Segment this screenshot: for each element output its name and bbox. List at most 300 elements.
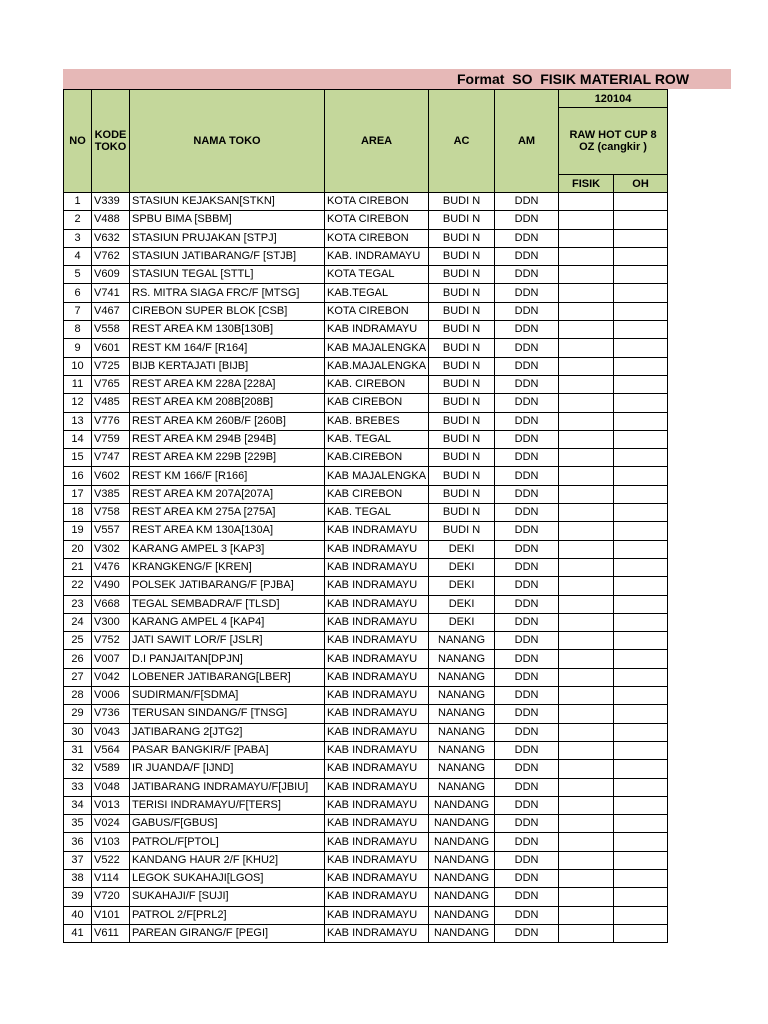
cell-oh-input[interactable] bbox=[614, 247, 668, 265]
cell-area: KAB.MAJALENGKA bbox=[325, 357, 429, 375]
table-row bbox=[64, 869, 668, 887]
cell-area: KAB INDRAMAYU bbox=[325, 668, 429, 686]
cell-ac: BUDI N bbox=[429, 211, 495, 229]
cell-ac: NANANG bbox=[429, 741, 495, 759]
cell-nama-toko: PATROL 2/F[PRL2] bbox=[130, 906, 325, 924]
cell-oh-input[interactable] bbox=[614, 522, 668, 540]
cell-area: KAB.CIREBON bbox=[325, 449, 429, 467]
cell-kode-toko: V114 bbox=[92, 869, 130, 887]
cell-oh-input[interactable] bbox=[614, 193, 668, 211]
cell-am: DDN bbox=[495, 595, 559, 613]
cell-fisik-input[interactable] bbox=[559, 632, 614, 650]
cell-kode-toko: V762 bbox=[92, 247, 130, 265]
table-row bbox=[64, 741, 668, 759]
cell-fisik-input[interactable] bbox=[559, 687, 614, 705]
table-row bbox=[64, 558, 668, 576]
cell-ac: NANDANG bbox=[429, 851, 495, 869]
cell-fisik-input[interactable] bbox=[559, 211, 614, 229]
cell-ac: NANANG bbox=[429, 650, 495, 668]
cell-no: 40 bbox=[64, 906, 92, 924]
table-row bbox=[64, 211, 668, 229]
cell-oh-input[interactable] bbox=[614, 577, 668, 595]
cell-oh-input[interactable] bbox=[614, 760, 668, 778]
cell-fisik-input[interactable] bbox=[559, 613, 614, 631]
table-row bbox=[64, 778, 668, 796]
cell-no: 7 bbox=[64, 302, 92, 320]
cell-kode-toko: V339 bbox=[92, 193, 130, 211]
cell-am: DDN bbox=[495, 229, 559, 247]
cell-fisik-input[interactable] bbox=[559, 577, 614, 595]
cell-ac: NANDANG bbox=[429, 869, 495, 887]
cell-fisik-input[interactable] bbox=[559, 869, 614, 887]
cell-oh-input[interactable] bbox=[614, 375, 668, 393]
cell-ac: NANANG bbox=[429, 760, 495, 778]
cell-area: KAB INDRAMAYU bbox=[325, 869, 429, 887]
cell-am: DDN bbox=[495, 339, 559, 357]
cell-nama-toko: JATI SAWIT LOR/F [JSLR] bbox=[130, 632, 325, 650]
cell-no: 22 bbox=[64, 577, 92, 595]
cell-am: DDN bbox=[495, 833, 559, 851]
table-row bbox=[64, 504, 668, 522]
cell-fisik-input[interactable] bbox=[559, 924, 614, 942]
header-am: AM bbox=[495, 90, 559, 193]
cell-ac: BUDI N bbox=[429, 430, 495, 448]
cell-fisik-input[interactable] bbox=[559, 229, 614, 247]
cell-kode-toko: V467 bbox=[92, 302, 130, 320]
cell-oh-input[interactable] bbox=[614, 357, 668, 375]
cell-area: KAB. BREBES bbox=[325, 412, 429, 430]
cell-kode-toko: V720 bbox=[92, 888, 130, 906]
cell-ac: BUDI N bbox=[429, 412, 495, 430]
cell-oh-input[interactable] bbox=[614, 504, 668, 522]
cell-ac: NANDANG bbox=[429, 833, 495, 851]
cell-no: 5 bbox=[64, 266, 92, 284]
table-row bbox=[64, 760, 668, 778]
cell-ac: BUDI N bbox=[429, 247, 495, 265]
cell-kode-toko: V488 bbox=[92, 211, 130, 229]
cell-ac: BUDI N bbox=[429, 504, 495, 522]
cell-area: KAB INDRAMAYU bbox=[325, 723, 429, 741]
cell-fisik-input[interactable] bbox=[559, 247, 614, 265]
table-row bbox=[64, 430, 668, 448]
cell-fisik-input[interactable] bbox=[559, 796, 614, 814]
cell-nama-toko: LOBENER JATIBARANG[LBER] bbox=[130, 668, 325, 686]
cell-ac: BUDI N bbox=[429, 266, 495, 284]
cell-oh-input[interactable] bbox=[614, 687, 668, 705]
header-area: AREA bbox=[325, 90, 429, 193]
cell-nama-toko: TEGAL SEMBADRA/F [TLSD] bbox=[130, 595, 325, 613]
cell-no: 25 bbox=[64, 632, 92, 650]
cell-oh-input[interactable] bbox=[614, 540, 668, 558]
cell-ac: NANDANG bbox=[429, 796, 495, 814]
cell-kode-toko: V611 bbox=[92, 924, 130, 942]
cell-kode-toko: V557 bbox=[92, 522, 130, 540]
cell-area: KAB. CIREBON bbox=[325, 375, 429, 393]
cell-ac: BUDI N bbox=[429, 229, 495, 247]
cell-am: DDN bbox=[495, 247, 559, 265]
cell-oh-input[interactable] bbox=[614, 613, 668, 631]
cell-no: 6 bbox=[64, 284, 92, 302]
cell-fisik-input[interactable] bbox=[559, 467, 614, 485]
cell-kode-toko: V302 bbox=[92, 540, 130, 558]
cell-ac: DEKI bbox=[429, 595, 495, 613]
cell-am: DDN bbox=[495, 705, 559, 723]
cell-fisik-input[interactable] bbox=[559, 540, 614, 558]
cell-oh-input[interactable] bbox=[614, 869, 668, 887]
cell-area: KAB INDRAMAYU bbox=[325, 888, 429, 906]
cell-no: 36 bbox=[64, 833, 92, 851]
cell-am: DDN bbox=[495, 888, 559, 906]
cell-no: 26 bbox=[64, 650, 92, 668]
header-kode-toko: KODE TOKO bbox=[92, 90, 130, 193]
cell-fisik-input[interactable] bbox=[559, 778, 614, 796]
cell-kode-toko: V632 bbox=[92, 229, 130, 247]
cell-nama-toko: PASAR BANGKIR/F [PABA] bbox=[130, 741, 325, 759]
cell-fisik-input[interactable] bbox=[559, 833, 614, 851]
cell-nama-toko: POLSEK JATIBARANG/F [PJBA] bbox=[130, 577, 325, 595]
cell-am: DDN bbox=[495, 632, 559, 650]
cell-kode-toko: V103 bbox=[92, 833, 130, 851]
table-row bbox=[64, 851, 668, 869]
cell-am: DDN bbox=[495, 906, 559, 924]
cell-fisik-input[interactable] bbox=[559, 851, 614, 869]
cell-kode-toko: V765 bbox=[92, 375, 130, 393]
cell-fisik-input[interactable] bbox=[559, 906, 614, 924]
cell-kode-toko: V759 bbox=[92, 430, 130, 448]
stock-opname-table bbox=[63, 89, 668, 943]
cell-nama-toko: REST AREA KM 294B [294B] bbox=[130, 430, 325, 448]
cell-fisik-input[interactable] bbox=[559, 339, 614, 357]
cell-nama-toko: KANDANG HAUR 2/F [KHU2] bbox=[130, 851, 325, 869]
sheet-title: Format SO FISIK MATERIAL ROW bbox=[457, 71, 690, 87]
cell-oh-input[interactable] bbox=[614, 321, 668, 339]
table-row bbox=[64, 540, 668, 558]
cell-ac: DEKI bbox=[429, 540, 495, 558]
cell-am: DDN bbox=[495, 613, 559, 631]
cell-ac: BUDI N bbox=[429, 302, 495, 320]
cell-oh-input[interactable] bbox=[614, 815, 668, 833]
cell-ac: BUDI N bbox=[429, 449, 495, 467]
cell-area: KAB MAJALENGKA bbox=[325, 467, 429, 485]
cell-no: 37 bbox=[64, 851, 92, 869]
cell-fisik-input[interactable] bbox=[559, 723, 614, 741]
cell-oh-input[interactable] bbox=[614, 449, 668, 467]
cell-fisik-input[interactable] bbox=[559, 705, 614, 723]
cell-oh-input[interactable] bbox=[614, 778, 668, 796]
cell-fisik-input[interactable] bbox=[559, 394, 614, 412]
cell-fisik-input[interactable] bbox=[559, 522, 614, 540]
cell-am: DDN bbox=[495, 741, 559, 759]
cell-area: KAB INDRAMAYU bbox=[325, 815, 429, 833]
table-row bbox=[64, 449, 668, 467]
cell-oh-input[interactable] bbox=[614, 558, 668, 576]
cell-nama-toko: KARANG AMPEL 4 [KAP4] bbox=[130, 613, 325, 631]
table-row bbox=[64, 668, 668, 686]
cell-oh-input[interactable] bbox=[614, 705, 668, 723]
cell-kode-toko: V006 bbox=[92, 687, 130, 705]
cell-kode-toko: V564 bbox=[92, 741, 130, 759]
cell-no: 3 bbox=[64, 229, 92, 247]
cell-nama-toko: TERUSAN SINDANG/F [TNSG] bbox=[130, 705, 325, 723]
cell-am: DDN bbox=[495, 467, 559, 485]
header-fisik: FISIK bbox=[559, 175, 614, 193]
table-row bbox=[64, 906, 668, 924]
cell-am: DDN bbox=[495, 504, 559, 522]
table-row bbox=[64, 375, 668, 393]
cell-fisik-input[interactable] bbox=[559, 595, 614, 613]
cell-oh-input[interactable] bbox=[614, 924, 668, 942]
cell-oh-input[interactable] bbox=[614, 888, 668, 906]
cell-am: DDN bbox=[495, 687, 559, 705]
table-row bbox=[64, 723, 668, 741]
cell-am: DDN bbox=[495, 357, 559, 375]
cell-ac: NANDANG bbox=[429, 815, 495, 833]
cell-no: 21 bbox=[64, 558, 92, 576]
cell-nama-toko: REST AREA KM 275A [275A] bbox=[130, 504, 325, 522]
cell-area: KAB INDRAMAYU bbox=[325, 595, 429, 613]
cell-oh-input[interactable] bbox=[614, 266, 668, 284]
cell-ac: BUDI N bbox=[429, 339, 495, 357]
cell-am: DDN bbox=[495, 815, 559, 833]
cell-kode-toko: V043 bbox=[92, 723, 130, 741]
cell-oh-input[interactable] bbox=[614, 906, 668, 924]
cell-nama-toko: PATROL/F[PTOL] bbox=[130, 833, 325, 851]
cell-ac: BUDI N bbox=[429, 394, 495, 412]
cell-no: 35 bbox=[64, 815, 92, 833]
cell-area: KAB. TEGAL bbox=[325, 504, 429, 522]
cell-fisik-input[interactable] bbox=[559, 485, 614, 503]
cell-no: 12 bbox=[64, 394, 92, 412]
cell-no: 1 bbox=[64, 193, 92, 211]
cell-no: 10 bbox=[64, 357, 92, 375]
cell-oh-input[interactable] bbox=[614, 741, 668, 759]
cell-am: DDN bbox=[495, 796, 559, 814]
cell-fisik-input[interactable] bbox=[559, 760, 614, 778]
cell-kode-toko: V601 bbox=[92, 339, 130, 357]
cell-oh-input[interactable] bbox=[614, 467, 668, 485]
table-row bbox=[64, 321, 668, 339]
cell-oh-input[interactable] bbox=[614, 668, 668, 686]
cell-no: 9 bbox=[64, 339, 92, 357]
table-row bbox=[64, 650, 668, 668]
cell-ac: BUDI N bbox=[429, 522, 495, 540]
cell-area: KOTA CIREBON bbox=[325, 302, 429, 320]
cell-nama-toko: STASIUN PRUJAKAN [STPJ] bbox=[130, 229, 325, 247]
cell-nama-toko: LEGOK SUKAHAJI[LGOS] bbox=[130, 869, 325, 887]
cell-no: 34 bbox=[64, 796, 92, 814]
cell-kode-toko: V589 bbox=[92, 760, 130, 778]
cell-area: KAB INDRAMAYU bbox=[325, 924, 429, 942]
cell-area: KOTA TEGAL bbox=[325, 266, 429, 284]
cell-oh-input[interactable] bbox=[614, 284, 668, 302]
cell-no: 28 bbox=[64, 687, 92, 705]
cell-fisik-input[interactable] bbox=[559, 357, 614, 375]
cell-am: DDN bbox=[495, 321, 559, 339]
cell-am: DDN bbox=[495, 924, 559, 942]
cell-kode-toko: V522 bbox=[92, 851, 130, 869]
cell-area: KAB INDRAMAYU bbox=[325, 321, 429, 339]
cell-oh-input[interactable] bbox=[614, 430, 668, 448]
cell-am: DDN bbox=[495, 760, 559, 778]
header-material-name: RAW HOT CUP 8 OZ (cangkir ) bbox=[559, 108, 668, 175]
cell-nama-toko: KARANG AMPEL 3 [KAP3] bbox=[130, 540, 325, 558]
cell-fisik-input[interactable] bbox=[559, 888, 614, 906]
table-row bbox=[64, 357, 668, 375]
cell-area: KOTA CIREBON bbox=[325, 193, 429, 211]
cell-oh-input[interactable] bbox=[614, 302, 668, 320]
cell-area: KAB. TEGAL bbox=[325, 430, 429, 448]
cell-fisik-input[interactable] bbox=[559, 321, 614, 339]
cell-nama-toko: REST AREA KM 207A[207A] bbox=[130, 485, 325, 503]
cell-kode-toko: V476 bbox=[92, 558, 130, 576]
cell-area: KAB INDRAMAYU bbox=[325, 522, 429, 540]
cell-nama-toko: REST AREA KM 130A[130A] bbox=[130, 522, 325, 540]
cell-oh-input[interactable] bbox=[614, 211, 668, 229]
cell-fisik-input[interactable] bbox=[559, 449, 614, 467]
cell-area: KAB CIREBON bbox=[325, 485, 429, 503]
cell-area: KOTA CIREBON bbox=[325, 229, 429, 247]
cell-am: DDN bbox=[495, 668, 559, 686]
cell-oh-input[interactable] bbox=[614, 723, 668, 741]
cell-fisik-input[interactable] bbox=[559, 375, 614, 393]
cell-oh-input[interactable] bbox=[614, 650, 668, 668]
cell-oh-input[interactable] bbox=[614, 412, 668, 430]
cell-oh-input[interactable] bbox=[614, 595, 668, 613]
cell-nama-toko: REST KM 164/F [R164] bbox=[130, 339, 325, 357]
cell-ac: DEKI bbox=[429, 558, 495, 576]
cell-nama-toko: D.I PANJAITAN[DPJN] bbox=[130, 650, 325, 668]
cell-fisik-input[interactable] bbox=[559, 668, 614, 686]
cell-nama-toko: SPBU BIMA [SBBM] bbox=[130, 211, 325, 229]
cell-nama-toko: REST KM 166/F [R166] bbox=[130, 467, 325, 485]
cell-area: KAB MAJALENGKA bbox=[325, 339, 429, 357]
cell-ac: BUDI N bbox=[429, 321, 495, 339]
cell-kode-toko: V747 bbox=[92, 449, 130, 467]
cell-nama-toko: REST AREA KM 130B[130B] bbox=[130, 321, 325, 339]
cell-area: KAB INDRAMAYU bbox=[325, 650, 429, 668]
cell-oh-input[interactable] bbox=[614, 796, 668, 814]
cell-am: DDN bbox=[495, 851, 559, 869]
cell-am: DDN bbox=[495, 284, 559, 302]
cell-am: DDN bbox=[495, 485, 559, 503]
cell-fisik-input[interactable] bbox=[559, 302, 614, 320]
cell-am: DDN bbox=[495, 723, 559, 741]
cell-fisik-input[interactable] bbox=[559, 815, 614, 833]
cell-area: KAB CIREBON bbox=[325, 394, 429, 412]
cell-kode-toko: V300 bbox=[92, 613, 130, 631]
cell-oh-input[interactable] bbox=[614, 632, 668, 650]
cell-no: 30 bbox=[64, 723, 92, 741]
cell-ac: NANANG bbox=[429, 632, 495, 650]
table-row bbox=[64, 302, 668, 320]
cell-nama-toko: TERISI INDRAMAYU/F[TERS] bbox=[130, 796, 325, 814]
cell-kode-toko: V752 bbox=[92, 632, 130, 650]
table-row bbox=[64, 266, 668, 284]
cell-kode-toko: V024 bbox=[92, 815, 130, 833]
table-row bbox=[64, 888, 668, 906]
cell-nama-toko: GABUS/F[GBUS] bbox=[130, 815, 325, 833]
cell-kode-toko: V741 bbox=[92, 284, 130, 302]
header-ac: AC bbox=[429, 90, 495, 193]
cell-area: KAB INDRAMAYU bbox=[325, 577, 429, 595]
cell-fisik-input[interactable] bbox=[559, 266, 614, 284]
cell-no: 18 bbox=[64, 504, 92, 522]
cell-area: KAB INDRAMAYU bbox=[325, 540, 429, 558]
cell-area: KAB INDRAMAYU bbox=[325, 632, 429, 650]
cell-fisik-input[interactable] bbox=[559, 504, 614, 522]
cell-fisik-input[interactable] bbox=[559, 430, 614, 448]
cell-no: 29 bbox=[64, 705, 92, 723]
cell-nama-toko: STASIUN JATIBARANG/F [STJB] bbox=[130, 247, 325, 265]
cell-ac: BUDI N bbox=[429, 193, 495, 211]
cell-nama-toko: REST AREA KM 228A [228A] bbox=[130, 375, 325, 393]
table-row bbox=[64, 339, 668, 357]
cell-no: 4 bbox=[64, 247, 92, 265]
cell-oh-input[interactable] bbox=[614, 833, 668, 851]
cell-oh-input[interactable] bbox=[614, 339, 668, 357]
cell-fisik-input[interactable] bbox=[559, 284, 614, 302]
table-body bbox=[64, 193, 668, 943]
cell-kode-toko: V558 bbox=[92, 321, 130, 339]
table-row bbox=[64, 815, 668, 833]
cell-nama-toko: REST AREA KM 260B/F [260B] bbox=[130, 412, 325, 430]
cell-fisik-input[interactable] bbox=[559, 558, 614, 576]
cell-ac: NANDANG bbox=[429, 888, 495, 906]
cell-am: DDN bbox=[495, 650, 559, 668]
table-row bbox=[64, 687, 668, 705]
cell-oh-input[interactable] bbox=[614, 485, 668, 503]
cell-ac: BUDI N bbox=[429, 485, 495, 503]
cell-fisik-input[interactable] bbox=[559, 741, 614, 759]
cell-no: 38 bbox=[64, 869, 92, 887]
cell-nama-toko: BIJB KERTAJATI [BIJB] bbox=[130, 357, 325, 375]
table-row bbox=[64, 394, 668, 412]
cell-fisik-input[interactable] bbox=[559, 650, 614, 668]
cell-kode-toko: V007 bbox=[92, 650, 130, 668]
cell-area: KAB. INDRAMAYU bbox=[325, 247, 429, 265]
cell-nama-toko: KRANGKENG/F [KREN] bbox=[130, 558, 325, 576]
cell-am: DDN bbox=[495, 869, 559, 887]
cell-ac: NANDANG bbox=[429, 924, 495, 942]
cell-nama-toko: STASIUN TEGAL [STTL] bbox=[130, 266, 325, 284]
cell-no: 27 bbox=[64, 668, 92, 686]
cell-no: 19 bbox=[64, 522, 92, 540]
cell-nama-toko: RS. MITRA SIAGA FRC/F [MTSG] bbox=[130, 284, 325, 302]
cell-ac: BUDI N bbox=[429, 467, 495, 485]
cell-oh-input[interactable] bbox=[614, 394, 668, 412]
header-material-code: 120104 bbox=[559, 90, 668, 108]
cell-kode-toko: V602 bbox=[92, 467, 130, 485]
cell-fisik-input[interactable] bbox=[559, 193, 614, 211]
cell-kode-toko: V013 bbox=[92, 796, 130, 814]
table-row bbox=[64, 632, 668, 650]
cell-kode-toko: V485 bbox=[92, 394, 130, 412]
cell-am: DDN bbox=[495, 211, 559, 229]
cell-kode-toko: V609 bbox=[92, 266, 130, 284]
cell-nama-toko: STASIUN KEJAKSAN[STKN] bbox=[130, 193, 325, 211]
cell-oh-input[interactable] bbox=[614, 851, 668, 869]
cell-am: DDN bbox=[495, 375, 559, 393]
cell-area: KAB INDRAMAYU bbox=[325, 558, 429, 576]
cell-area: KAB INDRAMAYU bbox=[325, 796, 429, 814]
cell-oh-input[interactable] bbox=[614, 229, 668, 247]
cell-no: 20 bbox=[64, 540, 92, 558]
cell-kode-toko: V042 bbox=[92, 668, 130, 686]
table-row bbox=[64, 467, 668, 485]
cell-fisik-input[interactable] bbox=[559, 412, 614, 430]
cell-nama-toko: REST AREA KM 208B[208B] bbox=[130, 394, 325, 412]
cell-no: 39 bbox=[64, 888, 92, 906]
